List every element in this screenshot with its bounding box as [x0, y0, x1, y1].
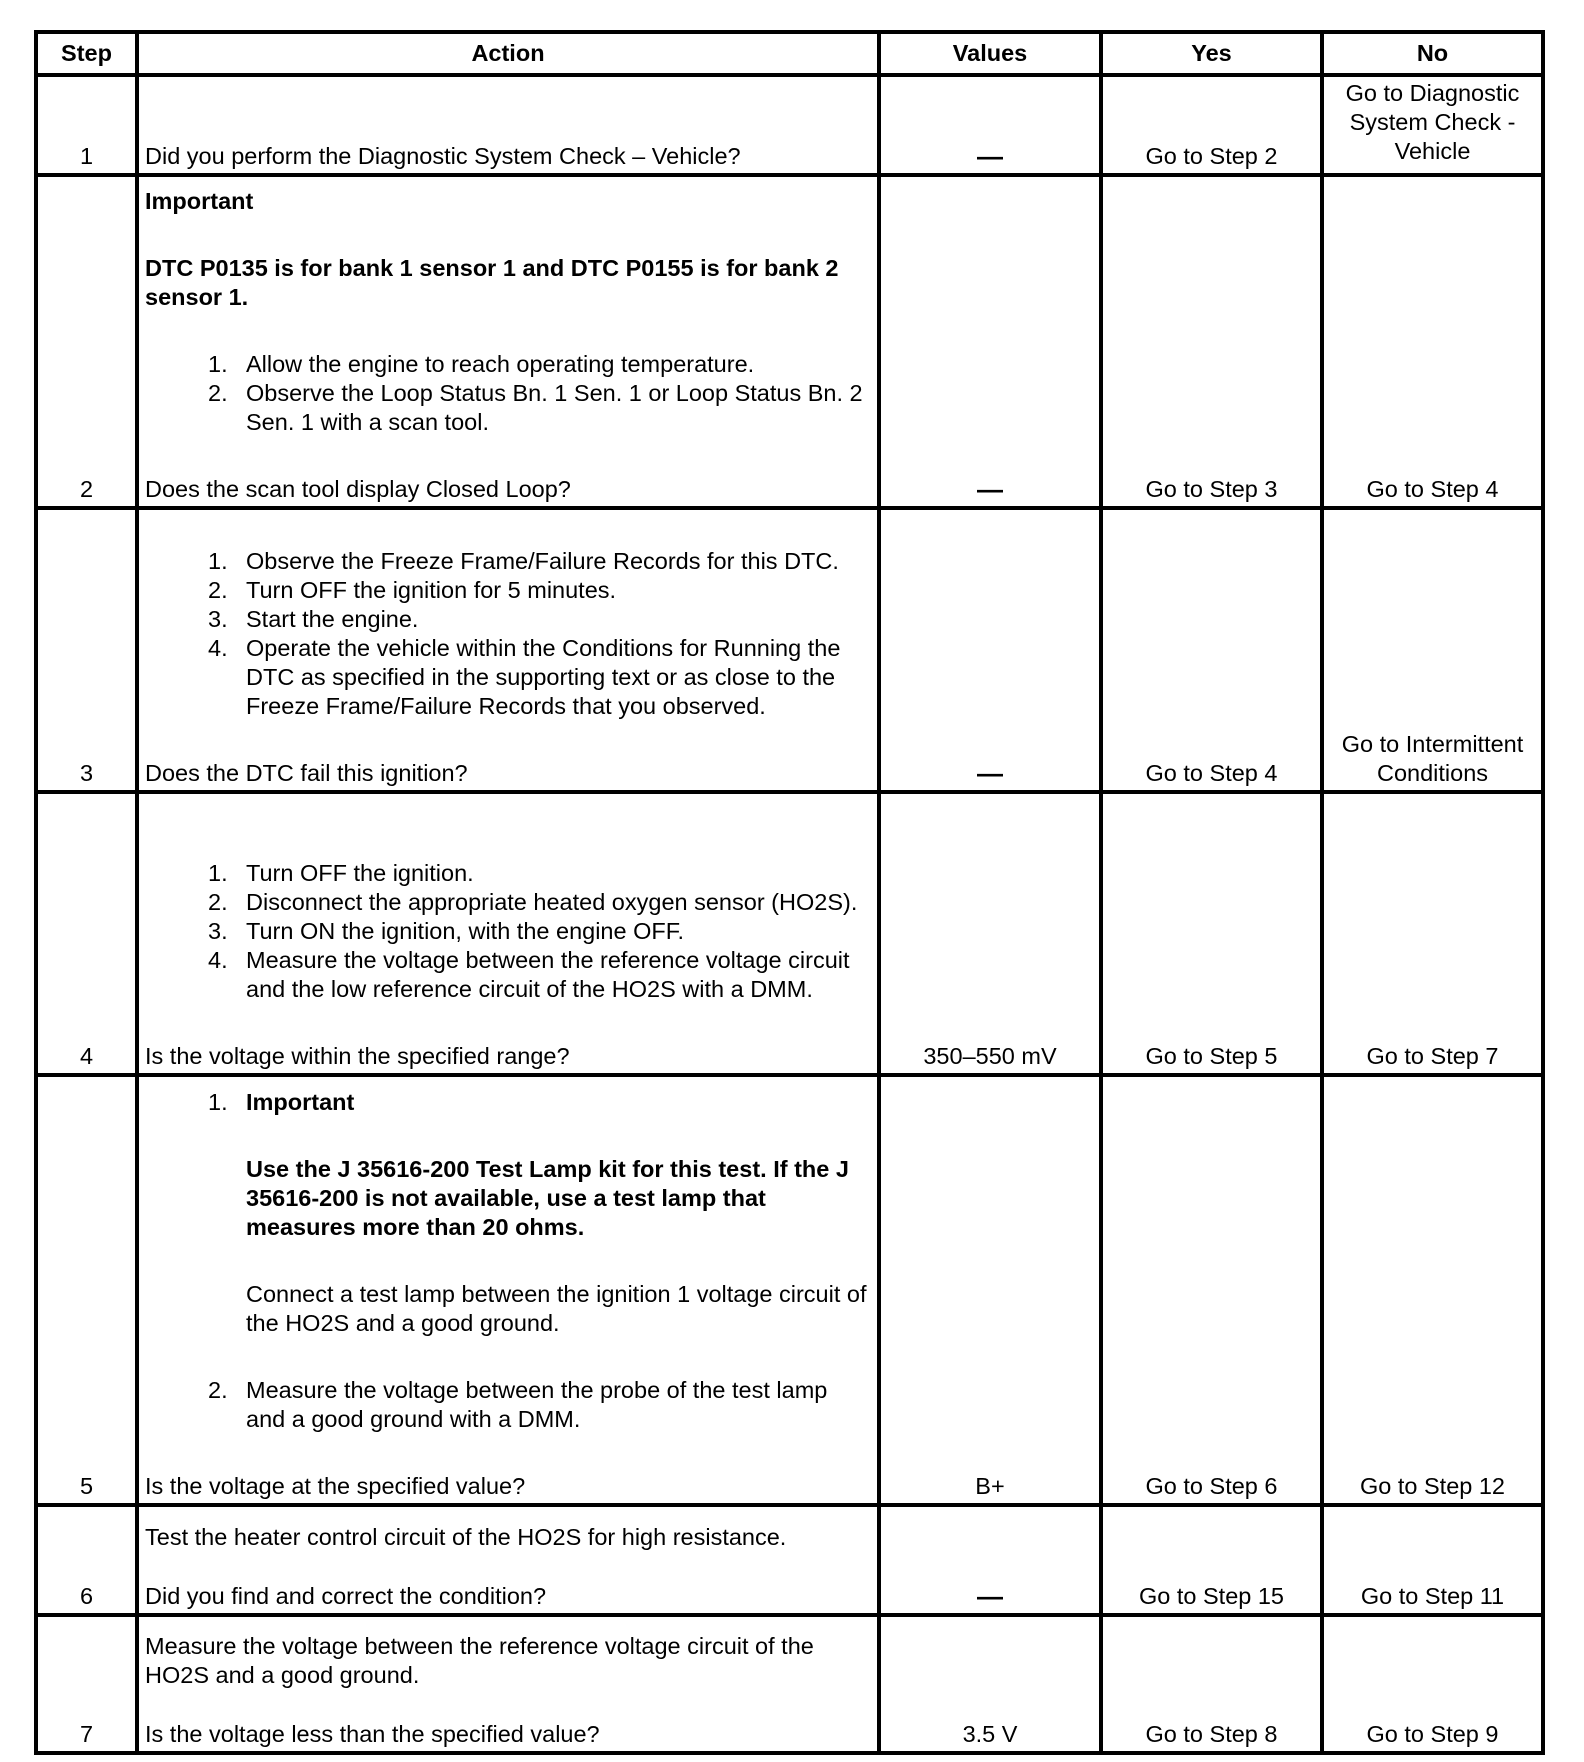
step-number: 1	[36, 75, 137, 175]
yes-link[interactable]: Go to Step 15	[1101, 1505, 1322, 1615]
table-row	[36, 1505, 1543, 1615]
list-item: 3. Turn ON the ignition, with the engine OFF.	[208, 918, 685, 944]
table-row	[36, 508, 1543, 792]
no-link[interactable]: Go to Step 9	[1322, 1615, 1543, 1753]
yes-link[interactable]: Go to Step 8	[1101, 1615, 1322, 1753]
action-text: Test the heater control circuit of the HO2S for high resistance.	[145, 1524, 787, 1550]
action-cell	[137, 508, 879, 792]
no-link[interactable]: Go to Intermittent Conditions	[1322, 508, 1543, 792]
list-item: 4. Operate the vehicle within the Conditions for Running the DTC as specified in the supporting text or as close to the Freeze Frame/Failure Records that you observed.	[208, 635, 841, 719]
instruction-list	[145, 547, 871, 721]
yes-link[interactable]: Go to Step 2	[1101, 75, 1322, 175]
instruction-text: Connect a test lamp between the ignition 1 voltage circuit of the HO2S and a good ground.	[246, 1281, 867, 1336]
list-item: 2. Disconnect the appropriate heated oxygen sensor (HO2S).	[208, 889, 858, 915]
question-text: Is the voltage less than the specified value?	[145, 1721, 600, 1747]
header-yes: Yes	[1101, 32, 1322, 75]
question-text: Did you find and correct the condition?	[145, 1583, 547, 1609]
important-label: Important	[246, 1089, 355, 1115]
table-row	[36, 792, 1543, 1075]
list-item: 2. Turn OFF the ignition for 5 minutes.	[208, 577, 617, 603]
value-cell: 350–550 mV	[879, 792, 1101, 1075]
header-values: Values	[879, 32, 1101, 75]
important-note: DTC P0135 is for bank 1 sensor 1 and DTC P0155 is for bank 2 sensor 1.	[145, 255, 839, 310]
table-row	[36, 1075, 1543, 1505]
action-cell	[137, 175, 879, 508]
step-number: 3	[36, 508, 137, 792]
no-link[interactable]: Go to Step 7	[1322, 792, 1543, 1075]
instruction-list	[145, 350, 871, 437]
value-cell: —	[879, 175, 1101, 508]
yes-link[interactable]: Go to Step 3	[1101, 175, 1322, 508]
header-row	[36, 32, 1543, 75]
important-label: Important	[145, 188, 254, 214]
step-number: 2	[36, 175, 137, 508]
yes-link[interactable]: Go to Step 4	[1101, 508, 1322, 792]
list-item: 2. Measure the voltage between the probe of the test lamp and a good ground with a DMM.	[208, 1377, 828, 1432]
no-link[interactable]: Go to Step 12	[1322, 1075, 1543, 1505]
list-item: 1. Allow the engine to reach operating temperature.	[208, 351, 755, 377]
header-no: No	[1322, 32, 1543, 75]
action-cell	[137, 1615, 879, 1753]
table-row	[36, 75, 1543, 175]
question-text: Is the voltage at the specified value?	[145, 1473, 526, 1499]
question-text: Is the voltage within the specified range?	[145, 1043, 570, 1069]
step-number: 6	[36, 1505, 137, 1615]
value-cell: —	[879, 508, 1101, 792]
yes-link[interactable]: Go to Step 6	[1101, 1075, 1322, 1505]
action-cell	[137, 1075, 879, 1505]
step-number: 5	[36, 1075, 137, 1505]
value-cell: —	[879, 1505, 1101, 1615]
action-cell	[137, 1505, 879, 1615]
step-number: 7	[36, 1615, 137, 1753]
yes-link[interactable]: Go to Step 5	[1101, 792, 1322, 1075]
table-row	[36, 1615, 1543, 1753]
action-text: Measure the voltage between the reference voltage circuit of the HO2S and a good ground.	[145, 1633, 814, 1688]
list-item: 1. Important Use the J 35616-200 Test Lamp kit for this test. If the J 35616-200 is not available, use a test lamp that measures more than 20 ohms. Connect a test lamp between the ignition 1 voltage circuit of the HO2S and a good ground.	[145, 1088, 871, 1376]
list-item: 3. Start the engine.	[208, 606, 419, 632]
instruction-list	[145, 1088, 871, 1434]
list-item: 4. Measure the voltage between the reference voltage circuit and the low reference circuit of the HO2S with a DMM.	[208, 947, 850, 1002]
question-text: Does the scan tool display Closed Loop?	[145, 476, 571, 502]
diagnostic-table	[34, 30, 1545, 1755]
no-link[interactable]: Go to Step 11	[1322, 1505, 1543, 1615]
question-text: Does the DTC fail this ignition?	[145, 760, 468, 786]
list-item: 1. Observe the Freeze Frame/Failure Records for this DTC.	[208, 548, 839, 574]
value-cell: —	[879, 75, 1101, 175]
value-cell: 3.5 V	[879, 1615, 1101, 1753]
table-row	[36, 175, 1543, 508]
step-number: 4	[36, 792, 137, 1075]
action-cell	[137, 792, 879, 1075]
no-link[interactable]: Go to Step 4	[1322, 175, 1543, 508]
important-note: Use the J 35616-200 Test Lamp kit for this test. If the J 35616-200 is not available, use a test lamp that measures more than 20 ohms.	[246, 1156, 849, 1240]
value-cell: B+	[879, 1075, 1101, 1505]
action-cell	[137, 75, 879, 175]
header-action: Action	[137, 32, 879, 75]
list-item: 2. Observe the Loop Status Bn. 1 Sen. 1 or Loop Status Bn. 2 Sen. 1 with a scan tool.	[208, 380, 863, 435]
header-step: Step	[36, 32, 137, 75]
instruction-list	[145, 859, 871, 1004]
no-link[interactable]: Go to Diagnostic System Check - Vehicle	[1322, 75, 1543, 175]
action-text: Did you perform the Diagnostic System Check – Vehicle?	[145, 143, 741, 169]
list-item: 1. Turn OFF the ignition.	[208, 860, 474, 886]
